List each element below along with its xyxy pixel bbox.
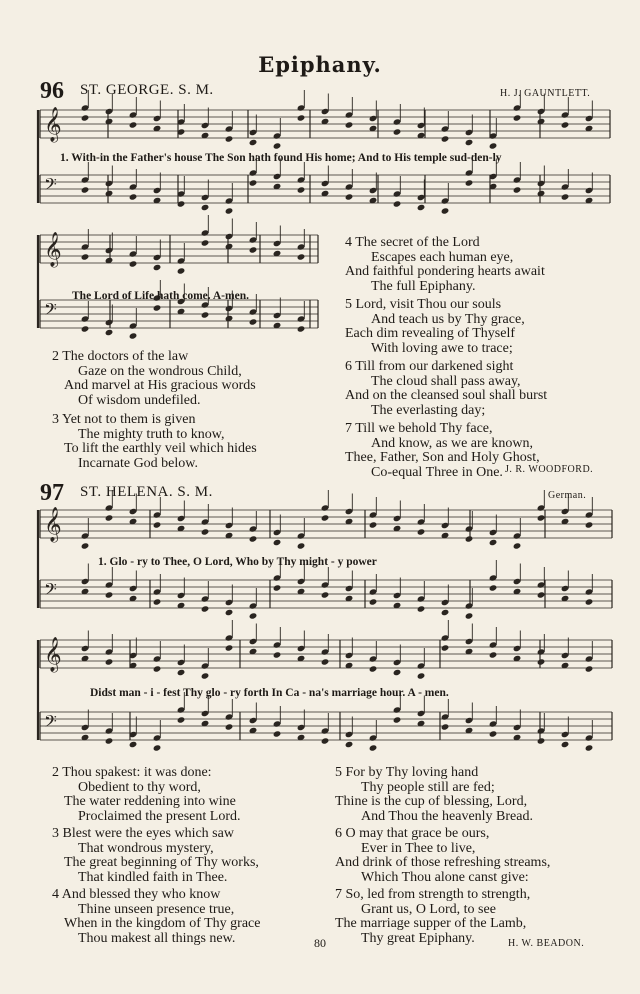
verse-line: Proclaimed the present Lord. [78, 808, 241, 824]
note-head [177, 716, 186, 723]
note-head [177, 669, 186, 676]
verse-line: Ever in Thee to live, [361, 840, 476, 856]
note-head [321, 591, 330, 598]
note-head [225, 609, 234, 616]
note-head [537, 658, 546, 665]
note-head [249, 535, 258, 542]
author-credit: H. W. BEADON. [508, 938, 585, 949]
note-head [249, 179, 258, 186]
note-head [345, 193, 354, 200]
note-head [513, 186, 522, 193]
note-head [201, 311, 210, 318]
note-head [489, 730, 498, 737]
note-head [441, 644, 450, 651]
verse-line: 2 Thou spakest: it was done: [52, 765, 212, 780]
note-head [561, 193, 570, 200]
note-head [297, 114, 306, 121]
note-head [417, 204, 426, 211]
note-head [249, 318, 258, 325]
treble-clef-icon: 𝄞 [44, 107, 62, 142]
verse-line: 6 O may that grace be ours, [335, 826, 490, 841]
author-credit: J. R. WOODFORD. [505, 464, 594, 475]
verse-block [335, 766, 550, 946]
verse-line: Thou makest all things new. [78, 930, 236, 946]
note-head [345, 121, 354, 128]
verse-line: And Thou the heavenly Bread. [361, 808, 533, 824]
verse-line: When in the kingdom of Thy grace [64, 916, 261, 931]
verse-line: Thine unseen presence true, [78, 901, 235, 917]
note-head [513, 114, 522, 121]
bass-clef-icon: 𝄢 [44, 174, 57, 198]
note-head [129, 260, 138, 267]
note-head [489, 539, 498, 546]
treble-clef-icon: 𝄞 [44, 232, 62, 267]
verse-line: Thy people still are fed; [361, 779, 495, 795]
tune-title: ST. HELENA. [80, 484, 174, 500]
note-head [201, 605, 210, 612]
note-head [441, 207, 450, 214]
note-head [513, 542, 522, 549]
verse-line: That kindled faith in Thee. [78, 869, 228, 885]
note-head [369, 744, 378, 751]
verse-line: 3 Yet not to them is given [52, 412, 196, 427]
verse-line: The marriage supper of the Lamb, [335, 916, 527, 931]
note-head [105, 591, 114, 598]
note-head [153, 304, 162, 311]
hymn-number: 96 [40, 78, 64, 104]
tune-name [80, 484, 213, 501]
note-head [369, 521, 378, 528]
note-head [201, 204, 210, 211]
lyric-line: 1. Glo - ry to Thee, O Lord, Who by Thy might - y power [98, 556, 377, 568]
lyric-line: The Lord of Life hath come. A-men. [72, 290, 249, 302]
note-head [585, 744, 594, 751]
note-head [561, 741, 570, 748]
note-head [537, 737, 546, 744]
note-head [369, 665, 378, 672]
note-head [273, 142, 282, 149]
note-head [105, 658, 114, 665]
note-head [465, 612, 474, 619]
verse-line: Which Thou alone canst give: [361, 869, 529, 885]
lyric-line: Didst man - i - fest Thy glo - ry forth In Ca - na's marriage hour. A - men. [90, 687, 449, 699]
note-head [417, 605, 426, 612]
verse-line: With loving awe to trace; [371, 340, 513, 356]
note-head [393, 200, 402, 207]
note-head [81, 542, 90, 549]
note-head [585, 665, 594, 672]
verse-line: Gaze on the wondrous Child, [78, 363, 242, 379]
note-head [273, 651, 282, 658]
note-head [81, 114, 90, 121]
hymn-number: 97 [40, 480, 64, 506]
note-head [321, 514, 330, 521]
note-head [393, 716, 402, 723]
note-head [177, 267, 186, 274]
page-number: 80 [314, 936, 326, 950]
verse-line: And drink of those refreshing streams, [335, 855, 551, 870]
note-head [249, 139, 258, 146]
note-head [441, 609, 450, 616]
verse-line: Thy great Epiphany. [361, 930, 475, 946]
composer-credit: German. [548, 490, 587, 501]
note-head [249, 612, 258, 619]
note-head [465, 535, 474, 542]
note-head [153, 598, 162, 605]
note-head [153, 744, 162, 751]
note-head [129, 121, 138, 128]
verse-line: Each dim revealing of Thyself [345, 326, 516, 341]
bass-clef-icon: 𝄢 [44, 299, 57, 323]
note-head [153, 521, 162, 528]
verse-line: Thee, Father, Son and Holy Ghost, [345, 450, 540, 465]
verse-line: 4 And blessed they who know [52, 887, 221, 902]
note-head [153, 665, 162, 672]
note-head [321, 658, 330, 665]
verse-line: 6 Till from our darkened sight [345, 359, 514, 374]
note-head [489, 651, 498, 658]
lyric-line: 1. With-in the Father's house The Son hath found His home; And to His temple sud-den-ly [60, 152, 502, 164]
note-head [129, 332, 138, 339]
note-head [249, 246, 258, 253]
note-head [201, 528, 210, 535]
treble-clef-icon: 𝄞 [44, 507, 62, 542]
note-head [225, 207, 234, 214]
note-head [369, 598, 378, 605]
verse-line: To lift the earthly veil which hides [64, 441, 257, 456]
note-head [273, 584, 282, 591]
note-head [393, 128, 402, 135]
note-head [537, 591, 546, 598]
note-head [585, 598, 594, 605]
verse-line: And teach us by Thy grace, [371, 311, 525, 327]
note-head [153, 264, 162, 271]
verse-line: And marvel at His gracious words [64, 378, 256, 393]
verse-line: Thine is the cup of blessing, Lord, [335, 794, 528, 809]
bass-clef-icon: 𝄢 [44, 579, 57, 603]
verse-line: The cloud shall pass away, [371, 373, 521, 389]
verse-block [345, 236, 547, 480]
verse-line: Incarnate God below. [78, 455, 198, 471]
verse-line: 7 So, led from strength to strength, [335, 887, 531, 902]
note-head [129, 193, 138, 200]
note-head [225, 723, 234, 730]
verse-line: And on the cleansed soul shall burst [345, 388, 548, 403]
tune-title: ST. GEORGE. [80, 82, 174, 98]
note-head [81, 186, 90, 193]
verse-line: 7 Till we behold Thy face, [345, 421, 493, 436]
verse-line: The full Epiphany. [371, 278, 476, 294]
note-head [297, 253, 306, 260]
verse-line: 5 For by Thy loving hand [335, 765, 479, 780]
note-head [321, 737, 330, 744]
verse-line: 3 Blest were the eyes which saw [52, 826, 234, 841]
note-head [273, 539, 282, 546]
bass-clef-icon: 𝄢 [44, 711, 57, 735]
note-head [441, 135, 450, 142]
note-head [465, 139, 474, 146]
note-head [273, 730, 282, 737]
verse-line: That wondrous mystery, [78, 840, 214, 856]
note-head [561, 121, 570, 128]
verse-line: And faithful pondering hearts await [345, 264, 545, 279]
note-head [105, 329, 114, 336]
note-head [417, 528, 426, 535]
verse-line: Escapes each human eye, [371, 249, 514, 265]
note-head [585, 521, 594, 528]
note-head [129, 741, 138, 748]
section-title: Epiphany. [258, 52, 382, 77]
verse-line: The water reddening into wine [64, 794, 236, 809]
verse-line: 2 The doctors of the law [52, 349, 189, 364]
note-head [345, 741, 354, 748]
composer-credit: H. J. GAUNTLETT. [500, 88, 591, 99]
note-head [81, 325, 90, 332]
note-head [81, 253, 90, 260]
verse-line: 4 The secret of the Lord [345, 235, 480, 250]
verse-block [52, 766, 260, 946]
note-head [537, 514, 546, 521]
tune-meter: S. M. [177, 484, 213, 500]
note-head [441, 723, 450, 730]
verse-line: And know, as we are known, [371, 435, 533, 451]
verse-line: The mighty truth to know, [78, 426, 225, 442]
verse-line: 5 Lord, visit Thou our souls [345, 297, 502, 312]
note-head [489, 584, 498, 591]
verse-line: The great beginning of Thy works, [64, 855, 259, 870]
note-head [297, 186, 306, 193]
note-head [297, 542, 306, 549]
note-head [225, 135, 234, 142]
note-head [201, 239, 210, 246]
verse-line: Grant us, O Lord, to see [361, 901, 496, 917]
note-head [393, 669, 402, 676]
note-head [225, 644, 234, 651]
note-head [201, 672, 210, 679]
tune-meter: S. M. [178, 82, 214, 98]
verse-block [52, 350, 257, 471]
treble-clef-icon: 𝄞 [44, 637, 62, 672]
verse-line: Co-equal Three in One. [371, 464, 503, 480]
note-head [105, 514, 114, 521]
verse-line: Of wisdom undefiled. [78, 392, 201, 408]
note-head [105, 737, 114, 744]
note-head [417, 672, 426, 679]
note-head [489, 142, 498, 149]
note-head [297, 325, 306, 332]
verse-line: Obedient to thy word, [78, 779, 201, 795]
verse-line: The everlasting day; [371, 402, 486, 418]
note-head [465, 179, 474, 186]
